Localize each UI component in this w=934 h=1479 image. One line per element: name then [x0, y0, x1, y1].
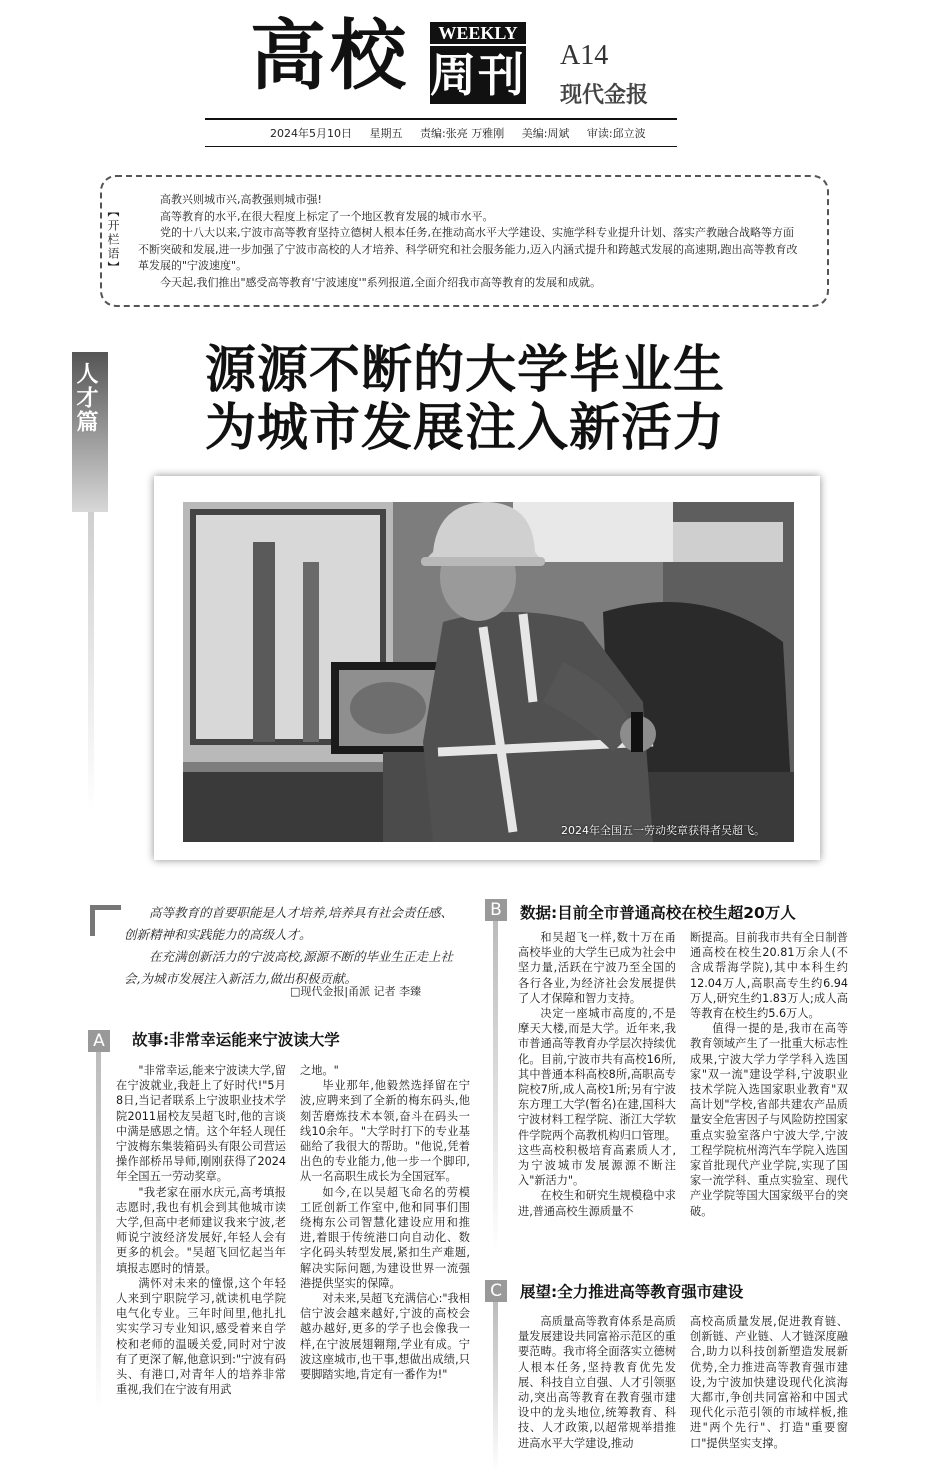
editor-note-paragraph: 今天起,我们推出"感受高等教育'宁波速度'"系列报道,全面介绍我市高等教育的发展和成就。 — [160, 275, 602, 289]
section-tag: 人才篇 — [73, 362, 99, 434]
paper-name: 现代金报 — [560, 83, 649, 108]
worker-photo — [183, 502, 794, 842]
reviewer: 审读:邱立波 — [586, 127, 646, 140]
date: 2024年5月10日 — [270, 127, 352, 140]
paragraph: 高校高质量发展,促进教育链、创新链、产业链、人才链深度融合,助力以科技创新塑造发展新优势,全力推进高等教育强市建设,为宁波加快建设现代化滨海大都市,争创共同富裕和中国式现代化示范引领的市域样板,推进"两个先行"、打造"重要窗口"提供坚实支撑。 — [690, 1315, 848, 1450]
section-c-column-2 — [690, 1314, 848, 1451]
headline — [205, 342, 825, 458]
headline-line-1: 源源不断的大学毕业生 — [205, 341, 726, 400]
crane-operator-illustration — [183, 502, 794, 842]
section-a-bar — [96, 1052, 101, 1412]
editor-note-paragraph: 高等教育的水平,在很大程度上标定了一个地区教育发展的城市水平。 — [160, 209, 494, 223]
page-number: A14 — [560, 40, 609, 71]
headline-line-2: 为城市发展注入新活力 — [205, 399, 726, 458]
masthead-title: 高校 — [250, 11, 410, 100]
paragraph: 值得一提的是,我市在高等教育领域产生了一批重大标志性成果,宁波大学力学学科入选国家"双一流"建设学科,宁波职业技术学院入选国家职业教育"双高计划"学校,省部共建农产品质量安全危害因子与风险防控国家重点实验室落户宁波大学,宁波工程学院杭州湾汽车学院入选国家首批现代产业学院,实现了国家一流学科、重点实验室、现代产业学院等国大国家级平台的突破。 — [690, 1022, 848, 1218]
designer: 美编:周斌 — [521, 127, 570, 140]
section-rule — [88, 512, 94, 812]
dateline-rule — [205, 146, 677, 147]
paragraph: 毕业那年,他毅然选择留在宁波,应聘来到了全新的梅东码头,他刻苦磨炼技术本领,奋斗在码头一线10余年。"大学时打下的专业基础给了我很大的帮助。"他说,凭着出色的专业能力,他一步一个脚印,从一名高职生成长为全国冠军。 — [300, 1079, 470, 1184]
editor-note-text — [138, 192, 798, 291]
paragraph: 和吴超飞一样,数十万在甬高校毕业的大学生已成为社会中坚力量,活跃在宁波乃至全国的各行各业,为经济社会发展提供了人才保障和智力支持。 — [518, 931, 676, 1005]
paragraph: "非常幸运,能来宁波读大学,留在宁波就业,我赶上了好时代!"5月8日,当记者联系上宁波职业技术学院2011届校友吴超飞时,他的言谈中满是感恩之情。这个年轻人现任宁波梅东集装箱码头有限公司营运操作部桥吊导师,刚刚获得了2024年全国五一劳动奖章。 — [116, 1064, 286, 1184]
paragraph: 决定一座城市高度的,不是摩天大楼,而是大学。近年来,我市普通高等教育办学层次持续优化。目前,宁波市共有高校16所,其中普通本科高校8所,高职高专院校7所,成人高校1所;另有宁波东方理工大学(暂名)在建,国科大宁波材料工程学院、浙江大学软件学院两个高教机构归口管理。这些高校积极培育高素质人才,为宁波城市发展源源不断注入"新活力"。 — [518, 1007, 676, 1188]
photo-caption: 2024年全国五一劳动奖章获得者吴超飞。 — [561, 824, 765, 837]
paragraph: 高质量高等教育体系是高质量发展建设共同富裕示范区的重要范畴。我市将全面落实立德树人根本任务,坚持教育优先发展、科技自立自强、人才引领驱动,突出高等教育在教育强市建设中的龙头地位,统筹教育、科技、人才政策,以超常规举措推进高水平大学建设,推动 — [518, 1315, 676, 1450]
editor-note-paragraph: 高教兴则城市兴,高教强则城市强! — [160, 193, 322, 206]
masthead-weekly: WEEKLY — [430, 22, 526, 44]
section-a-letter: A — [88, 1030, 110, 1052]
section-a-column-2 — [300, 1063, 470, 1382]
paragraph: "我老家在丽水庆元,高考填报志愿时,我也有机会到其他城市读大学,但高中老师建议我来宁波,老师说宁波经济发展好,年轻人会有更多的机会。"吴超飞回忆起当年填报志愿时的情景。 — [116, 1185, 286, 1275]
dateline — [270, 125, 660, 141]
weekday: 星期五 — [369, 127, 403, 140]
section-b-column-1 — [518, 930, 676, 1219]
section-b-column-2 — [690, 930, 848, 1219]
lead-paragraph: 在充满创新活力的宁波高校,源源不断的毕业生正走上社会,为城市发展注入新活力,做出积极贡献。 — [124, 949, 453, 986]
section-b-bar — [493, 921, 498, 1251]
section-b-letter: B — [485, 899, 507, 921]
section-b-title: 数据:目前全市普通高校在校生超20万人 — [520, 904, 796, 922]
byline: □现代金报|甬派 记者 李臻 — [290, 985, 422, 998]
masthead-zhoukan: 周刊 — [430, 48, 526, 102]
lead-text — [124, 902, 454, 990]
paragraph: 如今,在以吴超飞命名的劳模工匠创新工作室中,他和同事们围绕梅东公司智慧化建设应用和推进,着眼于传统港口向自动化、数字化码头转型发展,紧扣生产难题,解决实际问题,为建设世界一流强港提供坚实的保障。 — [300, 1185, 470, 1290]
section-c-title: 展望:全力推进高等教育强市建设 — [520, 1283, 744, 1301]
lead-bracket — [90, 905, 121, 936]
section-a-title: 故事:非常幸运能来宁波读大学 — [132, 1031, 340, 1049]
editor-note-paragraph: 党的十八大以来,宁波市高等教育坚持立德树人根本任务,在推动高水平大学建设、实施学科专业提升计划、落实产教融合战略等方面不断突破和发展,进一步加强了宁波市高校的人才培养、科学研究和社会服务能力,迈入内涵式提升和跨越式发展的高速期,跑出高等教育改革发展的"宁波速度"。 — [138, 226, 798, 272]
section-a-column-1 — [116, 1063, 286, 1397]
editor-note-tag: 【开栏语】 — [106, 205, 120, 275]
paragraph: 断提高。目前我市共有全日制普通高校在校生20.81万余人(不含成帮海学院),其中本科生约12.04万人,高职高专生约6.94万人,研究生约1.83万人;成人高等教育在校生约5.6万人。 — [690, 931, 848, 1021]
paragraph: 对未来,吴超飞充满信心:"我相信宁波会越来越好,宁波的高校会越办越好,更多的学子也会像我一样,在宁波展翅翱翔,学业有成。宁波这座城市,也干事,想做出成绩,只要脚踏实地,肯定有一番作为!" — [300, 1292, 470, 1382]
editors: 责编:张亮 万雅刚 — [420, 127, 505, 140]
section-c-letter: C — [485, 1280, 507, 1302]
paragraph: 在校生和研究生规模稳中求进,普通高校生源质量不 — [518, 1189, 676, 1218]
masthead-rule — [205, 118, 677, 120]
section-c-bar — [493, 1302, 498, 1472]
paragraph: 之地。" — [300, 1064, 339, 1077]
section-c-column-1 — [518, 1314, 676, 1451]
paragraph: 满怀对未来的憧憬,这个年轻人来到宁职院学习,就读机电学院电气化专业。三年时间里,他扎扎实实学习专业知识,感受着来自学校和老师的温暖关爱,同时对宁波有了更深了解,他意识到:"宁波有码头、有港口,对青年人的培养非常重视,我们在宁波有用武 — [116, 1276, 286, 1397]
lead-paragraph: 高等教育的首要职能是人才培养,培养具有社会责任感、创新精神和实践能力的高级人才。 — [124, 905, 453, 942]
